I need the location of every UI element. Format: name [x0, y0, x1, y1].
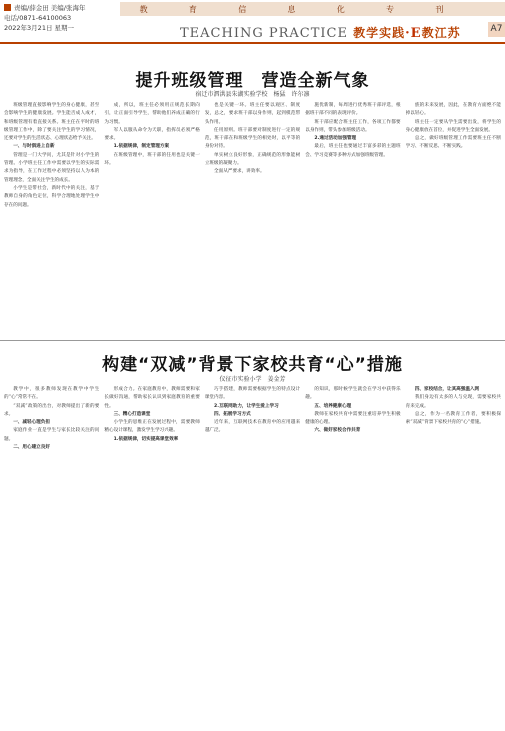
band-char: 专 — [386, 4, 397, 14]
paragraph: 最后，班主任也要通过丰富多彩的主题班会、学习竞赛等多种方式加强班级管理。 — [305, 144, 401, 158]
issue-date: 2022年3月21日 星期一 — [4, 24, 75, 32]
subheading: 六、做好家校合作共育 — [314, 428, 361, 434]
band-char: 信 — [238, 4, 249, 14]
header-rule — [0, 42, 505, 44]
article2-column — [305, 386, 400, 726]
article-divider — [0, 340, 505, 341]
subheading: 2.互联网助力，让学生爱上学习 — [214, 403, 279, 409]
article1-column — [205, 102, 300, 335]
subheading: 二、用心建立良好 — [13, 445, 50, 451]
paragraph: 教学中，很多教师发现在教学中学生的“心”常常不在。 — [4, 387, 100, 401]
paragraph: 的知识，那时候学生就会在学习中获得乐趣。 — [305, 387, 401, 401]
paragraph: 家庭作业一直是学生与家长比较关注的问题。 — [4, 428, 100, 442]
article1-byline: 宿迁市泗洪县朱湖实验学校 杨猛 许尔凛 — [195, 91, 310, 98]
page-number: A7 — [488, 22, 505, 37]
editor-info — [4, 3, 85, 33]
paragraph: 也是关键一环。班主任要以观区、制度发，总之，要求班干部以身作则，起到模范带头作用。 — [204, 103, 301, 125]
paragraph: 小学生是带社会，新时代中的关注，基于教师自身的角色定位，科学合理地处理学生中存在的问题。 — [4, 185, 100, 208]
article1-title: 提升班级管理 营造全新气象 — [135, 71, 370, 91]
section-title-en: TEACHING PRACTICE — [180, 26, 348, 41]
subheading: 三、精心打造课堂 — [113, 411, 151, 417]
band-char: 教 — [139, 4, 150, 14]
subheading: 一、减轻心理负担 — [13, 420, 50, 426]
band-char: 育 — [188, 4, 199, 14]
subheading: 1.依据规律，切实提高课堂效率 — [113, 436, 179, 442]
section-title-dot: ·E — [405, 26, 422, 41]
paragraph: 任用原则。班干部要对制度进行一定的规范，班干部在和班级学生的相处时，以平等的身份对待。 — [204, 127, 301, 150]
designer-name: 美编/张海年 — [50, 4, 86, 12]
article1-column — [104, 102, 199, 335]
paragraph: 近年来，互联网技术在教育中的应用越来越广泛。 — [204, 420, 301, 434]
paragraph: 我们身边有太多的人与兑现，需要家校共育来完成。 — [405, 395, 502, 409]
band-char: 刊 — [435, 4, 446, 14]
paragraph: 班干部应配合班主任工作，各项工作都要以身作则，带头参加班级活动。 — [305, 119, 401, 133]
article1-body — [4, 102, 501, 335]
article2-title: 构建“双减”背景下家校共育“心”措施 — [102, 355, 403, 375]
paragraph: 小学生的思维正在发展过程中，需要教师精心设计课程，激发学生学习兴趣。 — [104, 420, 200, 434]
page-header — [0, 0, 505, 44]
subheading: 2.通过活动加强管理 — [314, 136, 357, 142]
paragraph: 全面从严要求，讲效率。 — [214, 169, 265, 175]
paragraph: 班级管理直接影响学生的身心健康，甚至会影响学生的健康发展。学生能否成人成才，和班级管理有着直接关系。班主任在平时的班级管理工作中，除了要关注学生的学习情况，还要对学生的生活状态、心理状态给予关注。 — [4, 103, 100, 142]
band-characters — [120, 2, 465, 16]
paragraph: 总之，做好班级管理工作需要班主任不断学习、不断反思、不断实践。 — [405, 136, 502, 150]
subheading: 四、拓展学习方式 — [214, 411, 251, 417]
section-marker — [4, 4, 11, 11]
article2-column — [4, 386, 99, 726]
section-title-cn: 教学实践 — [353, 26, 406, 40]
article1-column — [305, 102, 400, 335]
article2-column — [205, 386, 300, 726]
article2-column — [406, 386, 501, 726]
paragraph: 班主任一定要从学生需要出发，将学生的身心健康放在首位，并促进学生全面发展。 — [405, 119, 502, 133]
paragraph: 在班级管理中，班干部的任用也是关键一环。 — [104, 152, 200, 167]
section-band — [120, 2, 505, 16]
subheading: 四、家校结合，让其高强温入网 — [414, 387, 480, 392]
paragraph: “双减”政策的出台，对教师提出了新的要求。 — [4, 403, 100, 417]
band-char: 化 — [336, 4, 347, 14]
paragraph: 总之，作为一名教育工作者，要积极探索“双减”背景下家校共育的“心”措施。 — [405, 411, 502, 426]
article2-column — [104, 386, 199, 726]
paragraph: 军人以服从命令为天职，指挥员必须严格要求。 — [104, 127, 200, 142]
paragraph: 单实树立良好形象，正确规范的形象能树立班级的凝聚力。 — [204, 152, 301, 167]
section-title-tail: 教江苏 — [421, 26, 461, 40]
band-char: 息 — [287, 4, 298, 14]
paragraph: 教师在家校共育中需要注重培养学生积极健康的心理。 — [305, 411, 401, 426]
subheading: 五、培养健康心理 — [314, 403, 352, 409]
paragraph: 管理是一门大学问，尤其是针对小学生的管理。小学班主任工作中需要以学生的实际需求为指导，在工作过程中必须坚持以人为本的管理理念，全面关注学生的成长。 — [4, 152, 100, 183]
paragraph: 成，所以，班主任必须用正规范长期向引，让正面引导学生，帮助他们养成正确的行为习惯。 — [104, 103, 200, 125]
contact-phone: 电话/0871-64100063 — [4, 14, 72, 22]
article2-byline: 仪征市实验小学 姜金芳 — [219, 376, 286, 383]
article1-column — [406, 102, 501, 335]
article2-body — [4, 386, 501, 726]
paragraph: 施优新制，每周进行优秀班干部评选，根据班干部不同的表现评价。 — [305, 103, 401, 117]
paragraph: 形成合力。在家庭教育中，教师需要和家长做好沟通，帮助家长认识到家庭教育的重要性。 — [104, 387, 200, 409]
subheading: 1.依据规律，制定管理方案 — [113, 144, 170, 150]
section-title — [180, 24, 461, 41]
editor-name: 责编/薛金田 — [14, 4, 49, 12]
article1-column — [4, 102, 99, 335]
paragraph: 族的未来发展，因此，在教育方面绝不能掉以轻心。 — [405, 103, 502, 117]
subheading: 一、与时俱进上自新 — [13, 144, 55, 150]
paragraph: 巧手搭建，教师需要根据学生的特点设计课堂内容。 — [204, 387, 301, 401]
